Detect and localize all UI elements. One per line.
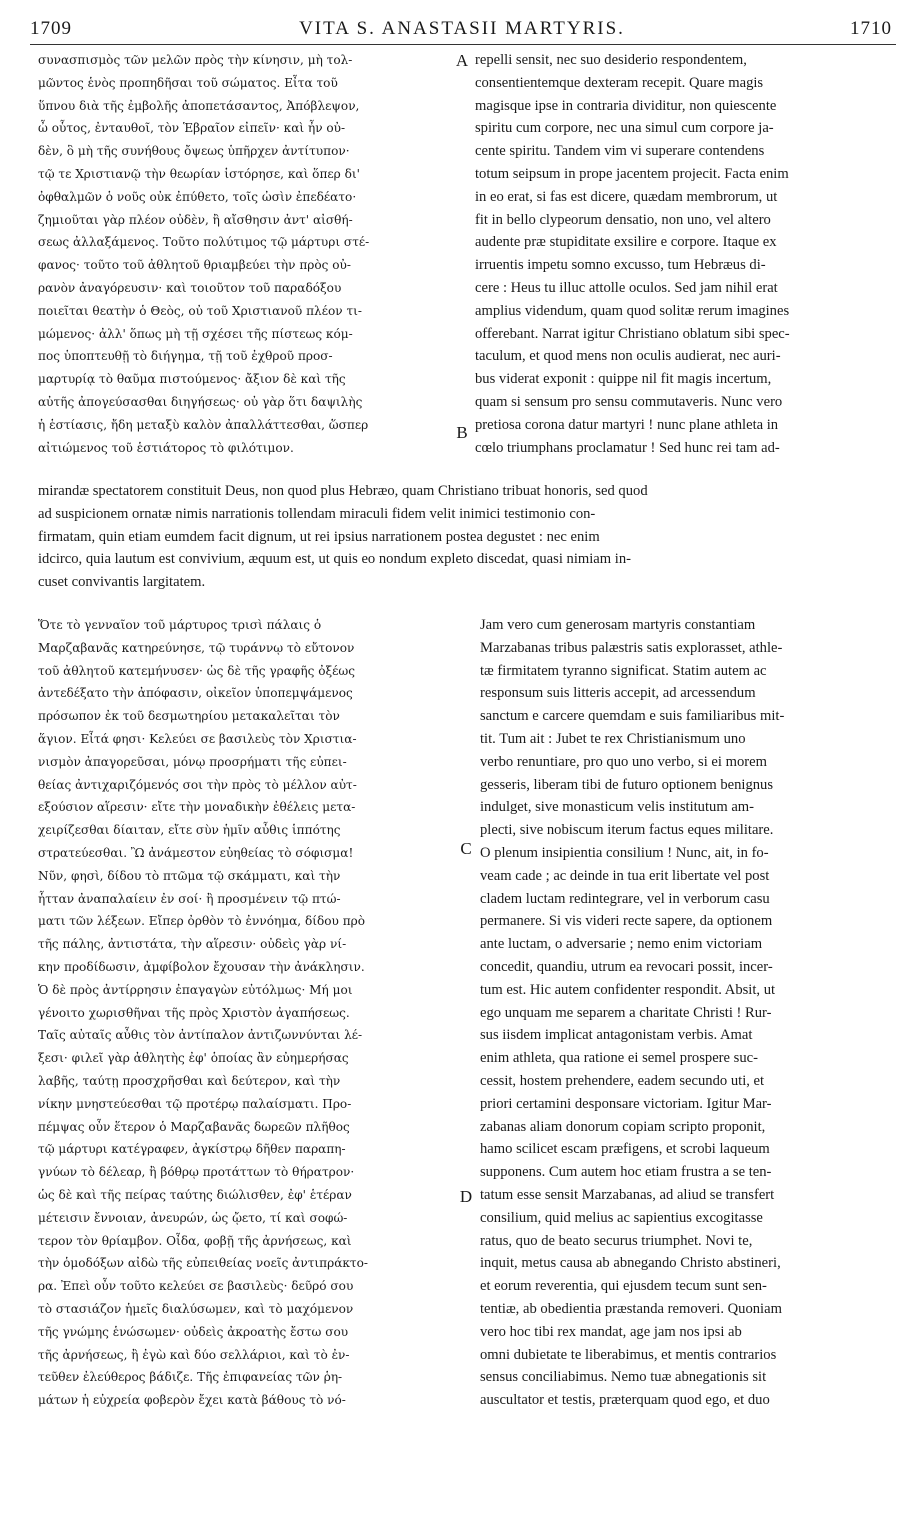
text-line: cere : Heus tu illuc attolle oculos. Sed jam nihil erat: [475, 279, 778, 296]
text-line: Ὅτε τὸ γενναῖον τοῦ μάρτυρος τρισὶ πάλαις ὁ: [38, 618, 322, 632]
text-line: πρόσωπον ἐκ τοῦ δεσμωτηρίου μετακαλεῖται τὸν: [38, 709, 340, 724]
text-line: θείας ἀντιχαριζόμενός σοι τὴν πρὸς τὸ μέλλον αὐτ-: [38, 777, 357, 792]
text-line: permanere. Si vis videri recte sapere, da optionem: [480, 913, 773, 930]
text-line: amplius videndum, quam quod solitæ rerum imagines: [475, 302, 790, 319]
text-line: priori certamini desponsare victoriam. Igitur Mar-: [480, 1095, 772, 1112]
text-line: ἡ ἑστίασις, ἤδη μεταξὺ καλὸν ἀπαλλάττεσθαι, ὥσπερ: [38, 417, 369, 432]
text-line: αὐτῆς ἀπογεύσασθαι διηγήσεως· οὐ γὰρ ὅτι δαψιλὴς: [38, 394, 363, 409]
page-number-left: 1709: [30, 18, 72, 39]
text-line: gesseris, liberam tibi de futuro optionem benignus: [480, 776, 774, 793]
text-line: verbo renuntiare, pro quo uno verbo, si ei morem: [480, 753, 767, 770]
text-line: consentientemque dexteram recepit. Quare magis: [475, 74, 764, 91]
text-line: bus viderat exponit : quippe nil fit magis incertum,: [475, 371, 772, 388]
text-line: O plenum insipientia consilium ! Nunc, ait, in fo-: [480, 844, 769, 861]
text-line: μώμενος· ἀλλ' ὅπως μὴ τῇ σχέσει τῆς πίστεως κόμ-: [38, 326, 353, 341]
text-line: consilium, quid melius ac sapientius excogitasse: [480, 1209, 763, 1226]
text-line: τῷ τε Χριστιανῷ τὴν θεωρίαν ἱστόρησε, καὶ ὅπερ δι': [38, 166, 360, 181]
text-line: sanctum e carcere quemdam e suis familiaribus mit-: [480, 708, 785, 725]
text-line: magisque ipse in contraria dividitur, non quiescente: [475, 97, 777, 114]
text-line: cuset convivantis largitatem.: [38, 574, 206, 591]
text-line: repelli sensit, nec suo desiderio respondentem,: [475, 52, 747, 68]
text-line: quam si sensum pro sensu commutaveris. Nunc vero: [475, 393, 783, 410]
text-line: μάτων ἡ εὐχρεία φοβερὸν ἔχει κατὰ βάθους τὸ νό-: [38, 1393, 346, 1408]
text-line: τερον τὸν θρίαμβον. Οἶδα, φοβῇ τῆς ἀρνήσεως, καὶ: [38, 1233, 352, 1248]
text-line: τὸ στασιάζον ἡμεῖς διαλύσωμεν, καὶ τὸ μαχόμενον: [38, 1301, 354, 1316]
text-line: χειρίζεσθαι δίαιταν, εἴτε σὺν ἡμῖν αὖθις ἱππότης: [38, 823, 341, 838]
text-line: tatum esse sensit Marzabanas, ad aliud se transfert: [480, 1186, 775, 1203]
text-line: ποιεῖται θεατὴν ὁ Θεὸς, οὐ τοῦ Χριστιανοῦ πλέον τι-: [38, 303, 362, 318]
text-line: cente spiritu. Tandem vim vi superare contendens: [475, 143, 765, 160]
text-line: μαρτυρίᾳ τὸ θαῦμα πιστούμενος· ἄξιον δὲ καὶ τῆς: [38, 372, 346, 387]
greek-column-bottom: [38, 614, 450, 1412]
text-line: cessit, hostem prehendere, eadem secundo uti, et: [480, 1072, 765, 1089]
text-line: ante luctam, o adversarie ; nemo enim victoriam: [480, 936, 763, 953]
text-line: ξεσι· φιλεῖ γὰρ ἀθλητὴς ἐφ' ὁποίας ἂν εὐημερήσας: [38, 1051, 349, 1066]
latin-full-width-paragraph: [38, 480, 894, 594]
section-marker-a: A: [455, 51, 469, 70]
text-line: pretiosa corona datur martyri ! nunc plane athleta in: [475, 416, 779, 433]
text-line: ego unquam me separem a charitate Christi ! Rur-: [480, 1004, 772, 1021]
text-line: τὴν ὁμοδόξων αἰδὼ τῆς εὐπειθείας νοεῖς ἀντιπράκτο-: [38, 1256, 368, 1271]
text-line: irruentis impetu somno excusso, tum Hebræus di-: [475, 257, 766, 274]
text-line: λαβῆς, ταύτῃ προσχρῆσθαι καὶ δεύτερον, καὶ τὴν: [38, 1073, 341, 1088]
section-marker-c: C: [460, 839, 472, 858]
text-line: supponens. Cum autem hoc etiam frustra a se ten-: [480, 1164, 772, 1181]
text-line: ad suspicionem ornatæ nimis narrationis tollendam miraculi fidem velit inimici testimonio con-: [38, 505, 596, 522]
text-line: φανος· τοῦτο τοῦ ἀθλητοῦ θριαμβεύει τὴν πρὸς οὐ-: [38, 258, 351, 273]
text-line: ratus, quo de beato securus triumphet. Novi te,: [480, 1232, 753, 1249]
text-line: συνασπισμὸς τῶν μελῶν πρὸς τὴν κίνησιν, μὴ τολ-: [38, 53, 353, 67]
text-line: in eo erat, si fas est dicere, quædam membrorum, ut: [475, 188, 778, 205]
text-line: κην προδίδωσιν, ἀμφίβολον ἔχουσαν τὴν ἀνάκλησιν.: [38, 959, 365, 974]
text-line: σεως ἀλλαξάμενος. Τοῦτο πολύτιμος τῷ μάρτυρι στέ-: [38, 235, 370, 250]
text-line: plecti, sive nobiscum iterum factus eques militare.: [480, 822, 774, 839]
text-line: cladem luctam redintegrare, vel in verborum casu: [480, 890, 770, 907]
text-line: γνύων τὸ δέλεαρ, ἢ βόθρῳ προτάττων τὸ θήρατρον·: [38, 1165, 355, 1180]
text-line: veam cade ; ac deinde in tua erit libertate vel post: [480, 867, 770, 884]
section-marker-d: D: [459, 1187, 473, 1206]
text-line: τῆς ἀρνήσεως, ἢ ἐγὼ καὶ δύο σελλάριοι, καὶ τὸ ἐν-: [38, 1347, 350, 1362]
text-line: zabanas aliam donorum copiam scripto proponit,: [480, 1118, 766, 1135]
text-line: ἧτταν ἀναπαλαίειν ἐν σοί· ἢ προσμένειν τῷ πτώ-: [38, 891, 341, 906]
greek-column-top: [38, 49, 450, 459]
text-line: ματι τῶν λέξεων. Εἴπερ ὀρθὸν τὸ ἐννόημα, δίδου πρὸ: [38, 914, 366, 929]
text-line: omni dubietate te liberabimus, et mentis contrarios: [480, 1346, 777, 1363]
text-line: tentiæ, ab obedientia præstanda removeri. Quoniam: [480, 1300, 782, 1317]
text-line: πέμψας οὖν ἕτερον ὁ Μαρζαβανᾶς δωρεῶν πλῆθος: [38, 1119, 350, 1134]
text-line: ζημιοῦται γὰρ πλέον οὐδὲν, ἢ αἴσθησιν ἀντ' αἰσθή-: [38, 212, 353, 227]
text-line: μέτεισιν ἔννοιαν, ἀνευρών, ὡς ᾤετο, τί καὶ σοφώ-: [38, 1210, 348, 1225]
text-line: vero hoc tibi rex mandat, age jam nos ipsi ab: [480, 1323, 742, 1340]
text-line: audente præ stupiditate exsilire e corpore. Itaque ex: [475, 234, 777, 251]
text-line: offerebant. Narrat igitur Christiano oblatum sibi spec-: [475, 325, 790, 342]
header-rule: [30, 44, 896, 45]
running-title: VITA S. ANASTASII MARTYRIS.: [299, 18, 625, 39]
text-line: concedit, quandiu, utrum ea revocari possit, incer-: [480, 958, 773, 975]
text-line: ἀντεδέξατο τὴν ἀπόφασιν, οἰκεῖον ὑποπεμψάμενος: [38, 686, 353, 701]
text-line: ὦ οὗτος, ἐνταυθοῖ, τὸν Ἑβραῖον εἰπεῖν· καὶ ἦν οὐ-: [38, 121, 346, 136]
text-line: Νῦν, φησὶ, δίδου τὸ πτῶμα τῷ σκάμματι, καὶ τὴν: [38, 868, 341, 883]
text-line: sus iisdem implicat antagonistam verbis. Amat: [480, 1027, 753, 1044]
page-number-right: 1710: [850, 18, 892, 39]
text-line: fit in bello clypeorum densatio, non uno, vel altero: [475, 211, 771, 228]
text-line: ὡς δὲ καὶ τῆς πείρας ταύτης διώλισθεν, ἐφ' ἑτέραν: [38, 1187, 352, 1202]
text-line: Jam vero cum generosam martyris constantiam: [480, 617, 756, 633]
text-line: στρατεύεσθαι. Ὢ ἀνάμεστον εὐηθείας τὸ σόφισμα!: [38, 845, 354, 860]
text-line: spiritu cum corpore, nec una simul cum corpore ja-: [475, 120, 774, 137]
text-line: Ὁ δὲ πρὸς ἀντίρρησιν ἐπαγαγὼν εὐτόλμως· Μή μοι: [38, 982, 353, 997]
text-line: enim athleta, qua ratione ei semel prospere suc-: [480, 1050, 758, 1067]
text-line: πος ὑποπτευθῇ τὸ διήγημα, τῇ τοῦ ἐχθροῦ προσ-: [38, 349, 333, 364]
text-line: τεῦθεν ἐλεύθερος βάδιζε. Τῆς ἐπιφανείας τῶν ῥη-: [38, 1370, 343, 1385]
text-line: ὕπνου διὰ τῆς ἐμβολῆς ἀποπετάσαντος, Ἀπόβλεψον,: [38, 98, 360, 113]
text-line: tum est. Hic autem confidenter respondit. Absit, ut: [480, 981, 776, 998]
text-line: ἅγιον. Εἶτά φησι· Κελεύει σε βασιλεὺς τὸν Χριστια-: [38, 731, 357, 746]
text-line: μῶντος ἑνὸς προπηδῆσαι τοῦ σώματος. Εἶτα τοῦ: [38, 75, 338, 90]
latin-column-bottom: [480, 614, 893, 1412]
text-line: τῆς πάλης, ἀντιστάτα, τὴν αἵρεσιν· οὐδεὶς γὰρ νί-: [38, 937, 347, 952]
text-line: auscultator et testis, præterquam quod ego, et duo: [480, 1392, 770, 1409]
text-line: τοῦ ἀθλητοῦ κατεμήνυσεν· ὡς δὲ τῆς γραφῆς ὀξέως: [38, 663, 356, 678]
text-line: εξούσιον αἵρεσιν· εἴτε τὴν μοναδικὴν ἐθέλεις μετα-: [38, 800, 356, 815]
page-header: [0, 12, 924, 44]
text-line: αἰτιώμενος τοῦ ἑστιάτορος τὸ φιλότιμον.: [38, 440, 294, 455]
text-line: idcirco, quia lautum est convivium, æquum est, ut quis eo nondum expleto discedat, quasi nimiam in-: [38, 551, 631, 568]
text-line: τῆς γνώμης ἑνώσωμεν· οὐδεὶς ἀκροατὴς ἔστω σου: [38, 1324, 349, 1339]
text-line: responsum suis litteris accepit, ad arcessendum: [480, 685, 756, 702]
text-line: γένοιτο χωρισθῆναι τῆς πρὸς Χριστὸν ἀγαπήσεως.: [38, 1005, 350, 1020]
text-line: ρανὸν ἀναγόρευσιν· καὶ τοιοῦτον τοῦ παραδόξου: [38, 280, 342, 295]
text-line: firmatam, quin etiam eumdem facit dignum, ut rei ipsius narrationem postea degustet : nec enim: [38, 528, 600, 545]
text-line: inquit, metus causa ab abnegando Christo abstineri,: [480, 1255, 781, 1272]
text-line: mirandæ spectatorem constituit Deus, non quod plus Hebræo, quam Christiano tribuat honoris, sed quod: [38, 483, 648, 499]
text-line: et eorum reverentia, qui ejusdem tecum sunt sen-: [480, 1278, 767, 1295]
latin-column-top: [475, 49, 893, 459]
text-line: taculum, et quod mens non oculis audierat, nec auri-: [475, 348, 781, 365]
text-line: Μαρζαβανᾶς κατηρεύνησε, τῷ τυράννῳ τὸ εὔτονον: [38, 640, 355, 655]
text-line: tit. Tum ait : Jubet te rex Christianismum uno: [480, 730, 746, 747]
text-line: Marzabanas tribus palæstris satis explorasset, athle-: [480, 639, 783, 656]
text-line: hamo scilicet escam præfigens, et scrobi laqueum: [480, 1141, 770, 1158]
text-line: cœlo triumphans proclamatur ! Sed hunc rei tam ad-: [475, 439, 780, 456]
text-line: indulget, sive monasticum velis institutum am-: [480, 799, 755, 816]
text-line: δὲν, ὃ μὴ τῆς συνήθους ὄψεως ὑπῆρχεν ἀντίτυπον·: [38, 144, 350, 159]
text-line: νίκην μνηστεύεσθαι τῷ προτέρῳ παλαίσματι. Προ-: [38, 1096, 352, 1111]
text-line: tæ firmitatem tyranno significat. Statim autem ac: [480, 662, 767, 679]
text-line: sensus conciliabimus. Nemo tuæ abnegationis sit: [480, 1369, 767, 1386]
text-line: τῷ μάρτυρι κατέγραφεν, ἀγκίστρῳ δῆθεν παραπη-: [38, 1142, 346, 1157]
text-line: ρα. Ἐπεὶ οὖν τοῦτο κελεύει σε βασιλεὺς· δεῦρό σου: [38, 1279, 354, 1294]
text-line: νισμὸν ἀπαγορεῦσαι, μόνῳ προσρήματι τῆς εὐπει-: [38, 754, 347, 769]
text-line: ὀφθαλμῶν ὁ νοῦς οὐκ ἐπύθετο, τοῖς ὠσὶν ἐπεδέατο·: [38, 189, 357, 204]
text-line: Ταῖς αὐταῖς αὖθις τὸν ἀντίπαλον ἀντιζωννύνται λέ-: [38, 1028, 363, 1043]
text-line: totum seipsum in prope jacentem projecit. Facta enim: [475, 165, 789, 182]
section-marker-b: B: [456, 423, 468, 442]
